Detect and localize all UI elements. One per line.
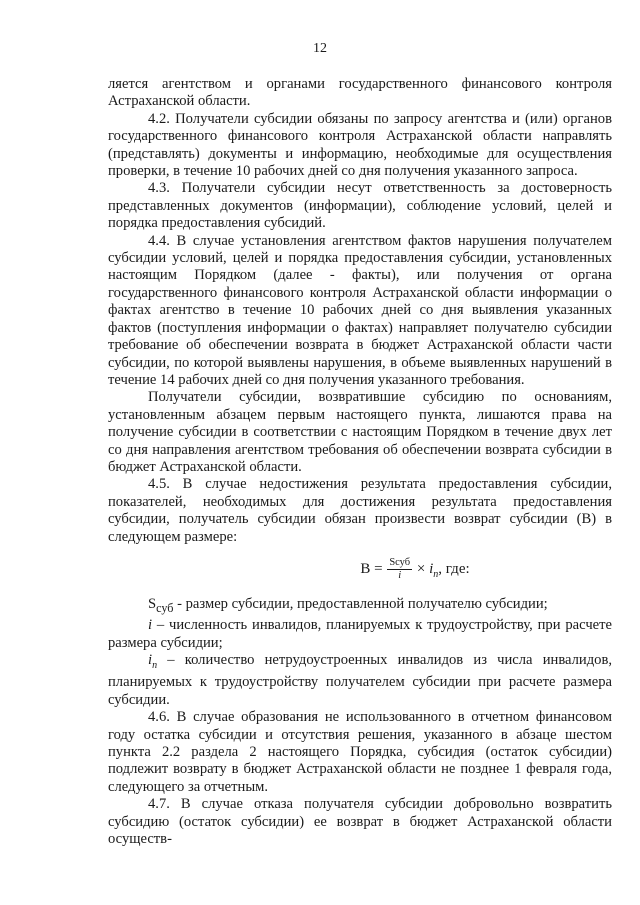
definition-s-term-sub: суб <box>156 600 174 615</box>
paragraph-4-2: 4.2. Получатели субсидии обязаны по запросу агентства и (или) органов государственного финансового контроля Астраханской области направлять (представлять) документы и информацию, необходимые для осуществления проверки, в течение 10 рабочих дней со дня получения указанного запроса. <box>108 110 612 180</box>
definition-s-text: - размер субсидии, предоставленной получателю субсидии; <box>173 595 548 612</box>
formula-variable <box>429 560 439 580</box>
refund-formula <box>218 554 612 584</box>
formula-denominator: i <box>398 570 402 582</box>
definition-i-term: i <box>148 617 153 634</box>
paragraph-4-4-second: Получатели субсидии, возвратившие субсидию по основаниям, установленным абзацем первым настоящего пункта, лишаются права на получение субсидии в соответствии с настоящим Порядком в течение двух лет со дня направления агентством требования об обеспечении возврата субсидии в бюджет Астраханской области. <box>108 389 612 475</box>
definition-s-term <box>148 595 174 615</box>
definition-i <box>108 617 612 652</box>
page-number: 12 <box>313 41 327 56</box>
formula-suffix: , где: <box>438 560 470 577</box>
definition-in <box>108 652 612 709</box>
paragraph-4-6: 4.6. В случае образования не использованного в отчетном финансовом году остатка субсидии и отсутствия решения, указанного в абзаце шестом пункта 2.2 раздела 2 настоящего Порядка, субсидия (остаток субсидии) подлежит возврату в бюджет Астраханской области не позднее 1 февраля года, следующего за отчетным. <box>108 709 612 795</box>
definition-in-term-sub: n <box>152 660 158 671</box>
formula-times: × <box>416 560 426 577</box>
definition-i-text: – численность инвалидов, планируемых к трудоустройству, при расчете размера субсидии; <box>108 617 612 651</box>
formula-lhs: В = <box>360 560 383 577</box>
formula-numerator: Sсуб <box>389 557 411 569</box>
formula-fraction <box>387 557 412 582</box>
paragraph-4-7: 4.7. В случае отказа получателя субсидии добровольно возвратить субсидию (остаток субсидии) ее возврат в бюджет Астраханской области осуществ- <box>108 796 612 848</box>
paragraph-4-5: 4.5. В случае недостижения результата предоставления субсидии, показателей, необходимых для достижения результата предоставления субсидии, получатель субсидии обязан произвести возврат субсидии (В) в следующем размере: <box>108 476 612 545</box>
definition-s-term-main: S <box>148 595 157 612</box>
definition-s-sub <box>108 596 612 617</box>
definition-in-term <box>148 652 158 671</box>
definition-in-text: – количество нетрудоустроенных инвалидов из числа инвалидов, планируемых к трудоустройству получателем субсидии при расчете размера субсидии. <box>108 652 612 708</box>
paragraph-4-4: 4.4. В случае установления агентством фактов нарушения получателем субсидии условий, целей и порядка предоставления субсидии, установленных настоящим Порядком (далее - факты), или получения от органа государственного финансового контроля Астраханской области информации о фактах агентство в течение 10 рабочих дней со дня выявления указанных фактов (поступления информации о фактах) направляет получателю субсидии требование об обеспечении возврата в бюджет Астраханской области части субсидии, по которой выявлены нарушения, в объеме выявленных нарушений в течение 14 рабочих дней со дня получения указанного требования. <box>108 232 612 388</box>
formula-variable-main: i <box>429 560 434 577</box>
paragraph-4-3: 4.3. Получатели субсидии несут ответственность за достоверность представленных документов (информации), соблюдение условий, целей и порядка предоставления субсидий. <box>108 180 612 232</box>
document-body <box>108 76 612 848</box>
paragraph-4-1-continuation: ляется агентством и органами государственного финансового контроля Астраханской области. <box>108 76 612 110</box>
formula-variable-sub: n <box>433 568 439 580</box>
definition-in-term-main: i <box>148 652 153 669</box>
